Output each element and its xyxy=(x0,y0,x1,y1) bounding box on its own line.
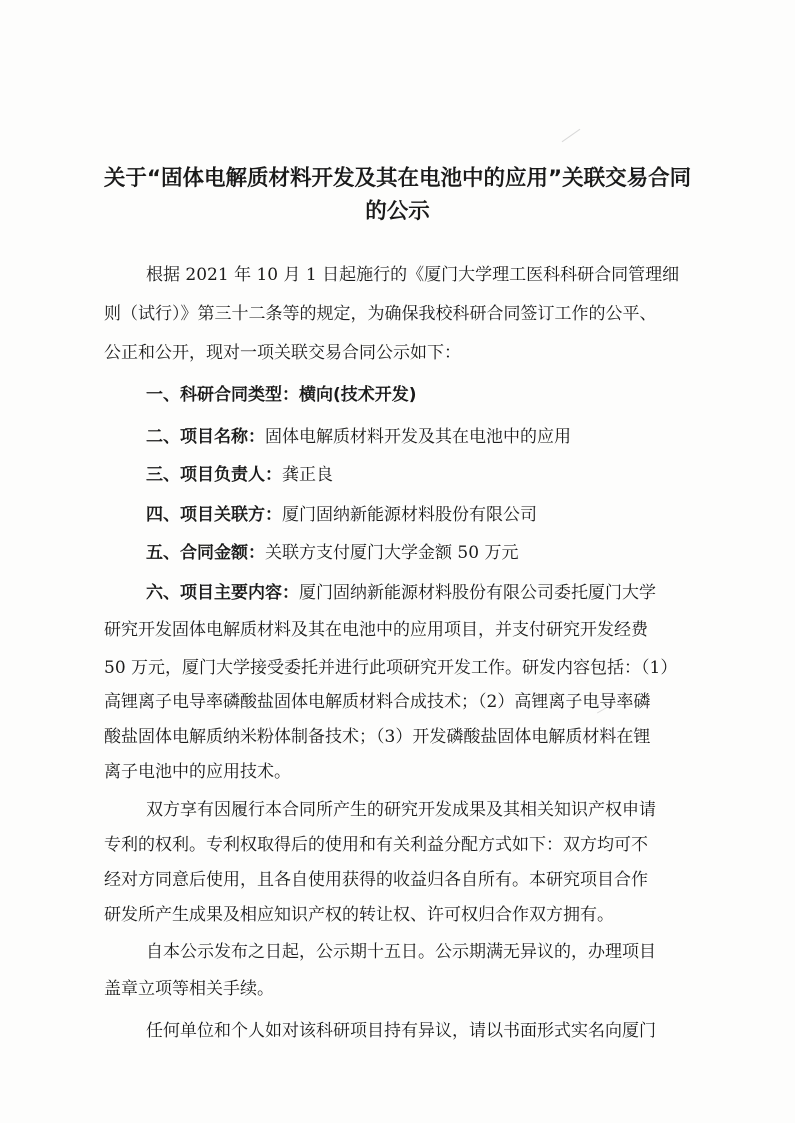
content-line: 50 万元，厦门大学接受委托并进行此项研究开发工作。研发内容包括：（1） xyxy=(104,658,678,678)
item-label: 六、项目主要内容： xyxy=(146,583,299,603)
content-line: 离子电池中的应用技术。 xyxy=(104,762,291,782)
ip-line: 经对方同意后使用，且各自使用获得的收益归各自所有。本研究项目合作 xyxy=(104,870,648,890)
item-label: 二、项目名称： xyxy=(146,427,265,447)
ip-line: 双方享有因履行本合同所产生的研究开发成果及其相关知识产权申请 xyxy=(146,800,656,820)
item-value: 固体电解质材料开发及其在电池中的应用 xyxy=(265,427,571,447)
content-line: 研究开发固体电解质材料及其在电池中的应用项目，并支付研究开发经费 xyxy=(104,620,648,640)
item-contract-amount xyxy=(146,541,700,565)
intro-line: 则（试行）》第三十二条等的规定，为确保我校科研合同签订工作的公平、 xyxy=(104,304,657,324)
document-title-line2: 的公示 xyxy=(365,199,430,224)
ip-line: 研发所产生成果及相应知识产权的转让权、许可权归合作双方拥有。 xyxy=(104,905,614,925)
item-related-party xyxy=(146,503,700,527)
period-line: 自本公示发布之日起，公示期十五日。公示期满无异议的，办理项目 xyxy=(146,942,656,962)
ip-line: 专利的权利。专利权取得后的使用和有关利益分配方式如下：双方均可不 xyxy=(104,835,648,855)
document-title-line1: 关于“固体电解质材料开发及其在电池中的应用”关联交易合同 xyxy=(103,166,692,191)
content-line: 高锂离子电导率磷酸盐固体电解质材料合成技术；（2）高锂离子电导率磷 xyxy=(104,692,651,712)
item-value: 厦门固纳新能源材料股份有限公司委托厦门大学 xyxy=(299,583,656,603)
item-label: 五、合同金额： xyxy=(146,543,265,563)
item-project-name xyxy=(146,425,700,449)
item-value: 龚正良 xyxy=(282,465,333,485)
item-value: 厦门固纳新能源材料股份有限公司 xyxy=(282,505,537,525)
item-project-leader xyxy=(146,463,700,487)
intro-line: 公正和公开，现对一项关联交易合同公示如下： xyxy=(104,343,461,363)
item-value: 横向(技术开发) xyxy=(299,385,417,405)
item-label: 一、科研合同类型： xyxy=(146,385,299,405)
item-value: 关联方支付厦门大学金额 50 万元 xyxy=(265,543,519,563)
item-label: 三、项目负责人： xyxy=(146,465,282,485)
scan-mark xyxy=(562,129,581,142)
item-label: 四、项目关联方： xyxy=(146,505,282,525)
objection-line: 任何单位和个人如对该科研项目持有异议，请以书面形式实名向厦门 xyxy=(146,1021,656,1041)
content-line: 酸盐固体电解质纳米粉体制备技术；（3）开发磷酸盐固体电解质材料在锂 xyxy=(104,727,651,747)
item-contract-type xyxy=(146,383,700,407)
item-main-content xyxy=(146,581,700,605)
period-line: 盖章立项等相关手续。 xyxy=(104,979,274,999)
intro-line: 根据 2021 年 10 月 1 日起施行的《厦门大学理工医科科研合同管理细 xyxy=(146,265,680,285)
